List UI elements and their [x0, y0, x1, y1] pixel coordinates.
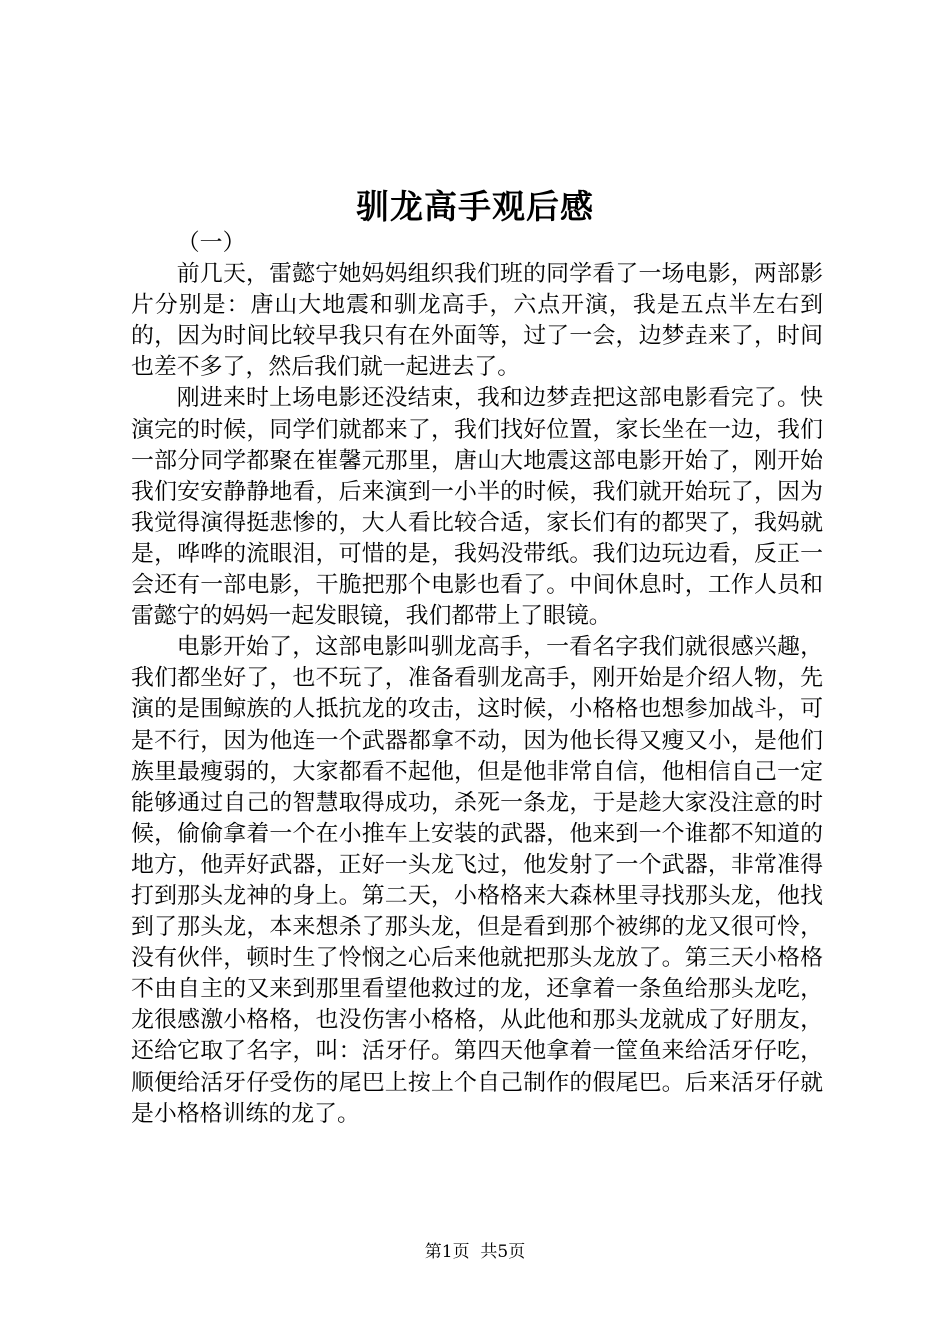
document-title: 驯龙高手观后感 — [356, 187, 594, 226]
paragraph: 前几天，雷懿宁她妈妈组织我们班的同学看了一场电影，两部影片分别是：唐山大地震和驯龙高手，六点开演，我是五点半左右到的，因为时间比较早我只有在外面等，过了一会，边梦垚来了，时间也差不多了，然后我们就一起进去了。 — [131, 261, 823, 381]
section-marker: （一） — [176, 230, 246, 256]
paragraph: 电影开始了，这部电影叫驯龙高手，一看名字我们就很感兴趣，我们都坐好了，也不玩了，准备看驯龙高手，刚开始是介绍人物，先演的是围鲸族的人抵抗龙的攻击，这时候，小格格也想参加战斗，可是不行，因为他连一个武器都拿不动，因为他长得又瘦又小，是他们族里最瘦弱的，大家都看不起他，但是他非常自信，他相信自己一定能够通过自己的智慧取得成功，杀死一条龙，于是趁大家没注意的时候，偷偷拿着一个在小推车上安装的武器，他来到一个谁都不知道的地方，他弄好武器，正好一头龙飞过，他发射了一个武器，非常准得打到那头龙神的身上。第二天，小格格来大森林里寻找那头龙，他找到了那头龙，本来想杀了那头龙，但是看到那个被绑的龙又很可怜，没有伙伴，顿时生了怜悯之心后来他就把那头龙放了。第三天小格格不由自主的又来到那里看望他救过的龙，还拿着一条鱼给那头龙吃，龙很感激小格格，也没伤害小格格，从此他和那头龙就成了好朋友，还给它取了名字，叫：活牙仔。第四天他拿着一筐鱼来给活牙仔吃，顺便给活牙仔受伤的尾巴上按上个自己制作的假尾巴。后来活牙仔就是小格格训练的龙了。 — [131, 634, 823, 1127]
document-body — [131, 228, 823, 1130]
paragraph: 刚进来时上场电影还没结束，我和边梦垚把这部电影看完了。快演完的时候，同学们就都来了，我们找好位置，家长坐在一边，我们一部分同学都聚在崔馨元那里，唐山大地震这部电影开始了，刚开始我们安安静静地看，后来演到一小半的时候，我们就开始玩了，因为我觉得演得挺悲惨的，大人看比较合适，家长们有的都哭了，我妈就是，哗哗的流眼泪，可惜的是，我妈没带纸。我们边玩边看，反正一会还有一部电影，干脆把那个电影也看了。中间休息时，工作人员和雷懿宁的妈妈一起发眼镜，我们都带上了眼镜。 — [131, 385, 823, 630]
page-number: 第1页 共5页 — [424, 1242, 526, 1262]
page-footer — [0, 1240, 950, 1264]
